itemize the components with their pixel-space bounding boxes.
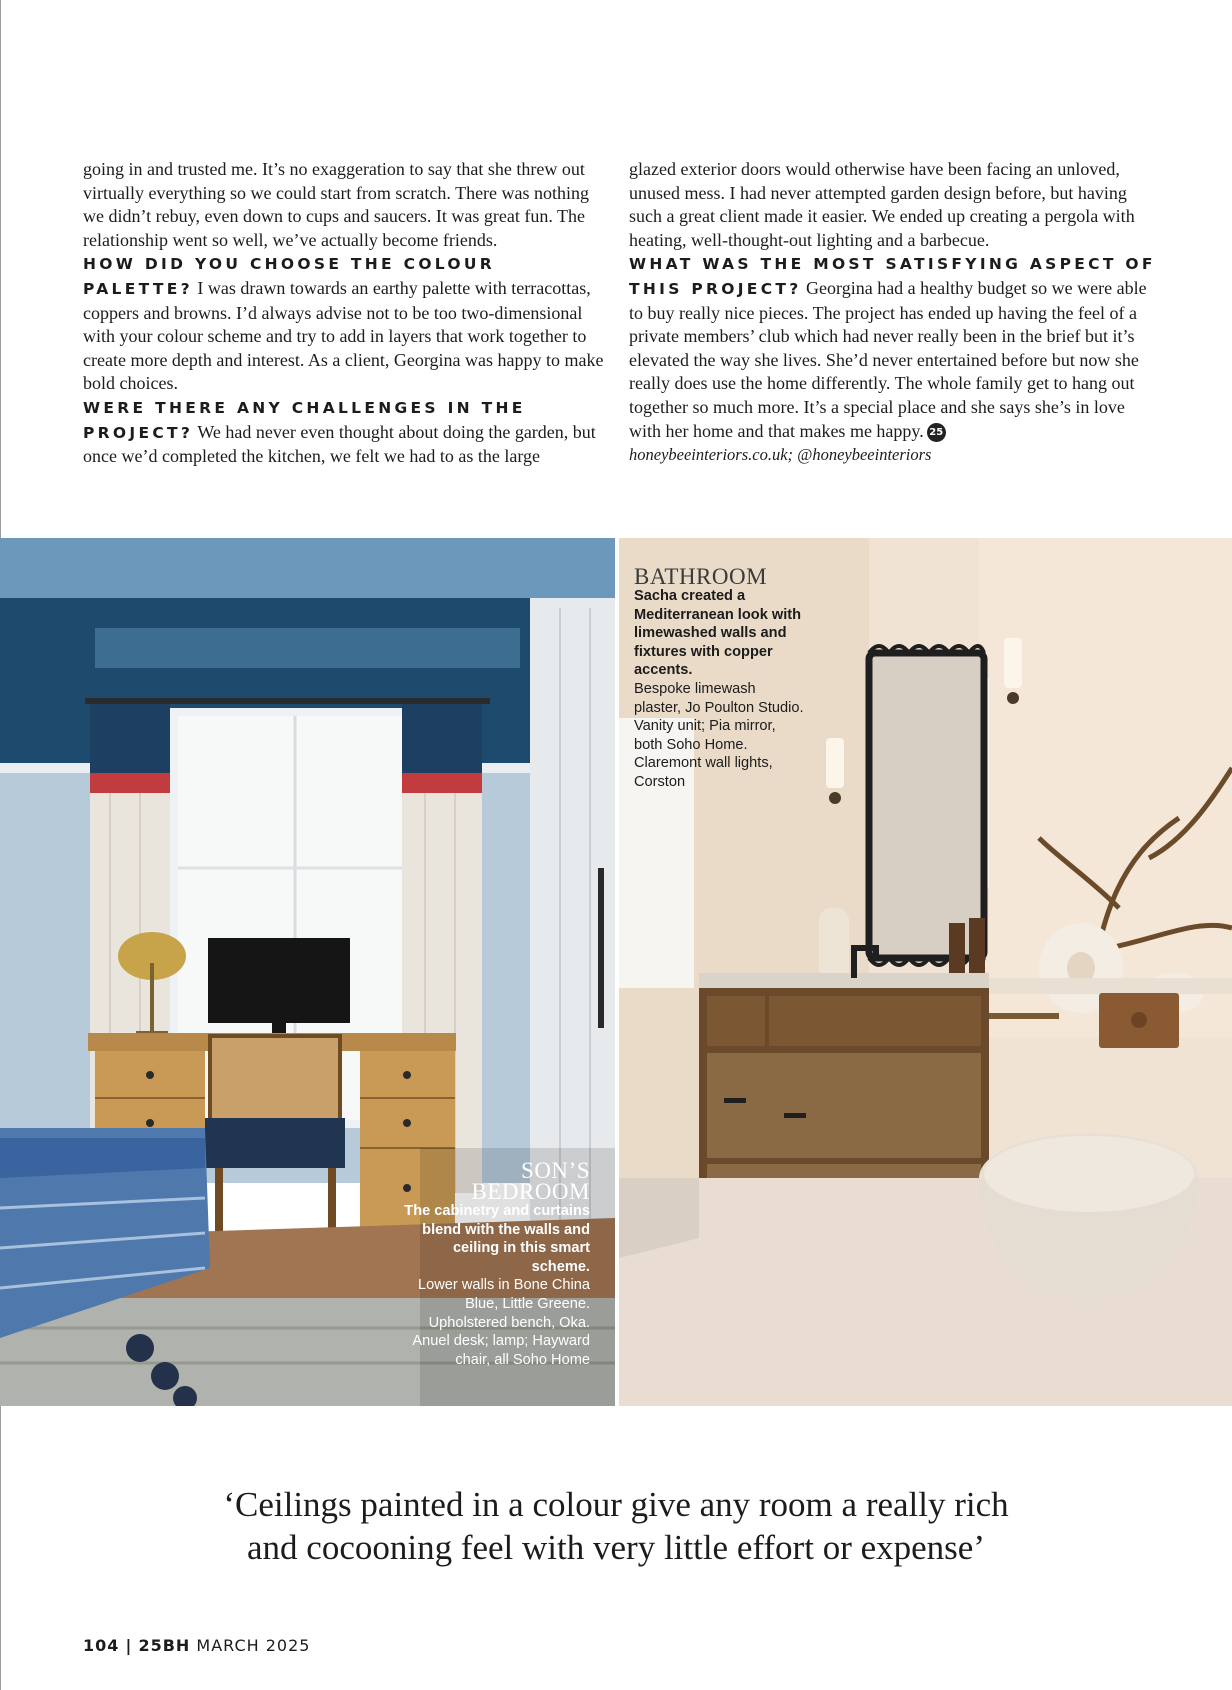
question-satisfying-aspect: WHAT WAS THE MOST SATISFYING ASPECT OF THIS PROJECT?: [629, 255, 1156, 298]
folio-separator: |: [125, 1636, 133, 1655]
pull-quote-line-1: ‘Ceilings painted in a colour give any room a really rich: [223, 1485, 1009, 1524]
answer-colour-palette: I was drawn towards an earthy palette with terracottas, coppers and browns. I’d always advise not to be too two-dimensional with your colour scheme and try to add in layers that work together to create more depth and interest. As a client, Georgina was happy to make bold choices.: [83, 277, 604, 394]
answer-challenges: We had never even thought about doing the garden, but once we’d completed the kitchen, we felt we had to as the large: [83, 421, 596, 467]
end-mark-logo: 25: [927, 423, 946, 442]
caption-title-sons-bedroom: SON’S BEDROOM: [471, 1158, 590, 1204]
caption-details-bathroom: Bespoke limewash plaster, Jo Poulton Studio. Vanity unit; Pia mirror, both Soho Home. Claremont wall lights, Corston: [634, 680, 804, 790]
question-challenges: WERE THERE ANY CHALLENGES IN THE PROJECT?: [83, 398, 526, 442]
article-column-right: [629, 158, 1159, 467]
qa-challenges: [83, 396, 613, 469]
designer-credit[interactable]: honeybeeinteriors.co.uk; @honeybeeinteriors: [629, 445, 932, 465]
caption-title-bathroom: BATHROOM: [634, 564, 768, 589]
caption-sons-bedroom: [400, 1160, 590, 1369]
article-column-left: [83, 158, 613, 469]
caption-details-sons-bedroom: Lower walls in Bone China Blue, Little Greene. Upholstered bench, Oka. Anuel desk; lamp; Hayward chair, all Soho Home: [412, 1277, 590, 1368]
paragraph-intro-right: glazed exterior doors would otherwise have been facing an unloved, unused mess. I had never attempted garden design before, but having such a great client made it easier. We ended up creating a pergola with heating, well-thought-out lighting and a barbecue.: [629, 159, 1135, 250]
qa-colour-palette: [83, 252, 613, 396]
page-folio: [83, 1636, 310, 1655]
caption-lead-bathroom: Sacha created a Mediterranean look with limewashed walls and fixtures with copper accents.: [634, 588, 802, 679]
pull-quote-line-2: and cocooning feel with very little effort or expense’: [247, 1528, 985, 1567]
pull-quote: [100, 1483, 1132, 1569]
caption-lead-sons-bedroom: The cabinetry and curtains blend with the walls and ceiling in this smart scheme.: [404, 1203, 590, 1275]
magazine-name: 25BH: [138, 1636, 191, 1655]
photo-bathroom: [619, 538, 1232, 1406]
issue-date: MARCH 2025: [196, 1636, 311, 1655]
paragraph-intro-left: going in and trusted me. It’s no exaggeration to say that she threw out virtually everything so we could start from scratch. There was nothing we didn’t rebuy, even down to cups and saucers. It was great fun. The relationship went so well, we’ve actually become friends.: [83, 159, 590, 250]
caption-bathroom: [634, 566, 804, 792]
photo-sons-bedroom: [0, 538, 615, 1406]
answer-satisfying-aspect: Georgina had a healthy budget so we were able to buy really nice pieces. The project has ended up having the feel of a private members’ club which had never really been in the brief but it’s elevated the way she lives. She’d never entertained before but now she really does use the home differently. The whole family get to hang out together so much more. It’s a special place and she says she’s in love with her home and that makes me happy.: [629, 277, 1147, 441]
question-colour-palette: HOW DID YOU CHOOSE THE COLOUR PALETTE?: [83, 255, 496, 298]
page-number: 104: [83, 1636, 120, 1655]
qa-satisfying-aspect: [629, 252, 1159, 443]
